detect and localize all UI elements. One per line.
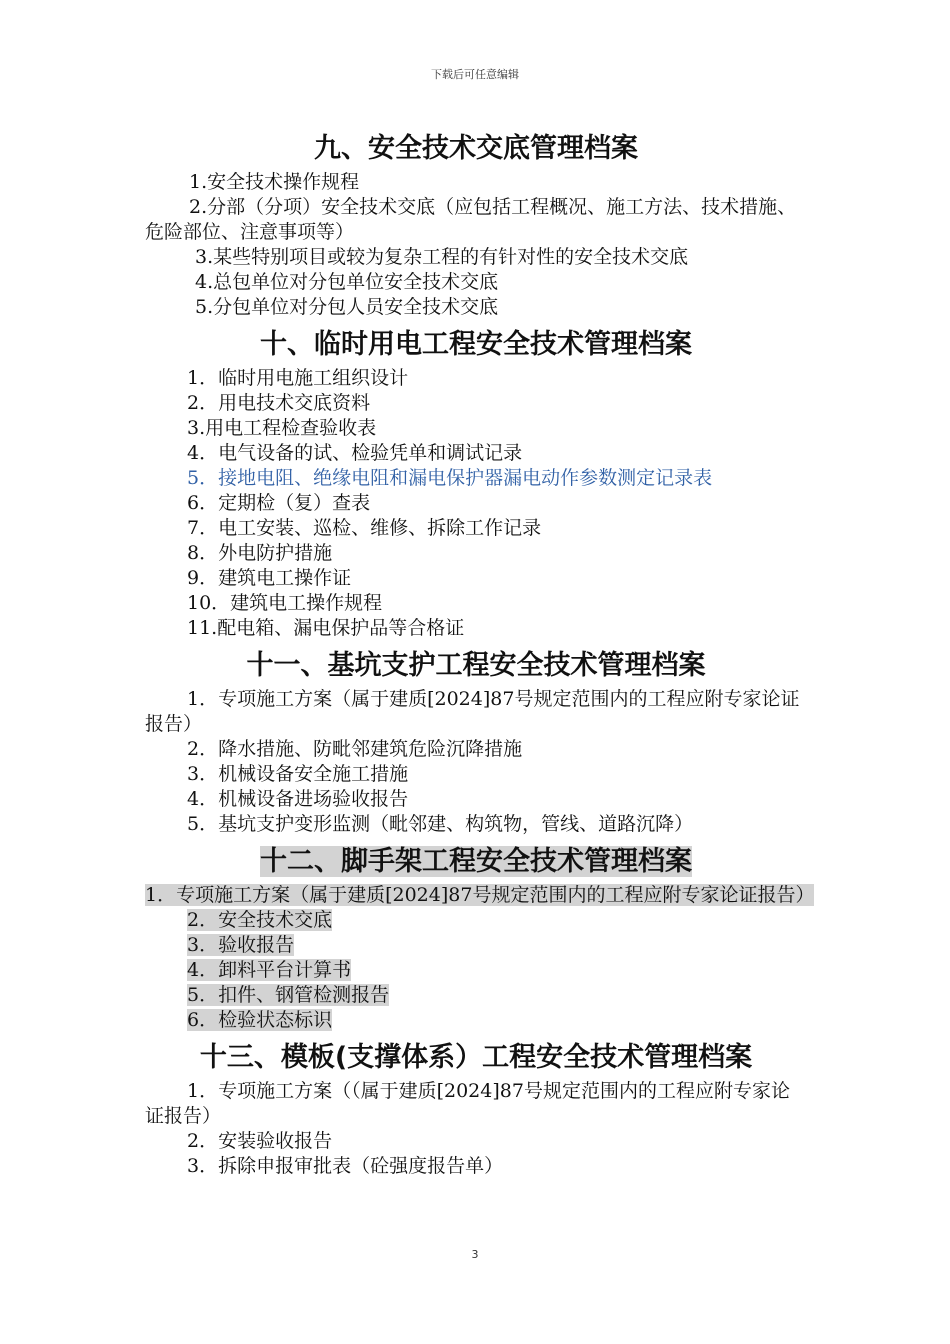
list-item: 8．外电防护措施 — [187, 542, 333, 564]
section-title-10: 十、临时用电工程安全技术管理档案 — [260, 329, 692, 360]
list-item: 9．建筑电工操作证 — [187, 567, 352, 589]
list-item — [145, 958, 807, 983]
section-title-12 — [145, 841, 807, 883]
list-item: 3．拆除申报审批表（砼强度报告单） — [187, 1155, 504, 1177]
list-item: 5．接地电阻、绝缘电阻和漏电保护器漏电动作参数测定记录表 — [187, 467, 713, 489]
list-item: 3.用电工程检查验收表 — [187, 417, 377, 439]
list-item: 1．临时用电施工组织设计 — [187, 367, 409, 389]
list-item: 1．专项施工方案（（属于建质[2024]87号规定范围内的工程应附专家论证报告） — [145, 1080, 790, 1127]
list-item: 2．降水措施、防毗邻建筑危险沉降措施 — [187, 738, 523, 760]
list-item: 4．电气设备的试、检验凭单和调试记录 — [187, 442, 523, 464]
section-title-11: 十一、基坑支护工程安全技术管理档案 — [246, 650, 706, 681]
list-item-text: 3．验收报告 — [187, 934, 295, 956]
list-item: 1.安全技术操作规程 — [189, 171, 360, 193]
list-item: 7．电工安装、巡检、维修、拆除工作记录 — [187, 517, 542, 539]
page-number: 3 — [471, 1248, 479, 1261]
list-item: 4．机械设备进场验收报告 — [187, 788, 409, 810]
section-title-12-text: 十二、脚手架工程安全技术管理档案 — [260, 846, 692, 877]
list-item-text: 6．检验状态标识 — [187, 1009, 333, 1031]
list-item-text: 2．安全技术交底 — [187, 909, 333, 931]
list-item: 5．基坑支护变形监测（毗邻建、构筑物，管线、道路沉降） — [187, 813, 694, 835]
list-item: 10．建筑电工操作规程 — [187, 592, 383, 614]
list-item: 1．专项施工方案（属于建质[2024]87号规定范围内的工程应附专家论证报告） — [145, 688, 800, 735]
list-item — [145, 1008, 807, 1033]
list-item: 3．机械设备安全施工措施 — [187, 763, 409, 785]
list-item — [145, 933, 807, 958]
list-item — [145, 883, 815, 908]
list-item: 11.配电箱、漏电保护品等合格证 — [187, 617, 465, 639]
list-item: 3.某些特别项目或较为复杂工程的有针对性的安全技术交底 — [195, 246, 689, 268]
section-title-13: 十三、模板(支撑体系）工程安全技术管理档案 — [199, 1042, 753, 1073]
section-title-9: 九、安全技术交底管理档案 — [314, 133, 638, 164]
list-item — [145, 983, 807, 1008]
list-item-text: 4．卸料平台计算书 — [187, 959, 352, 981]
list-item-text: 1．专项施工方案（属于建质[2024]87号规定范围内的工程应附专家论证报告） — [145, 884, 815, 906]
page-header: 下载后可任意编辑 — [431, 68, 519, 81]
list-item: 2．用电技术交底资料 — [187, 392, 371, 414]
list-item — [145, 908, 807, 933]
list-item: 6．定期检（复）查表 — [187, 492, 371, 514]
document-body — [145, 128, 815, 1179]
list-item: 2．安装验收报告 — [187, 1130, 333, 1152]
list-item: 2.分部（分项）安全技术交底（应包括工程概况、施工方法、技术措施、危险部位、注意事项等） — [145, 196, 797, 243]
list-item: 5.分包单位对分包人员安全技术交底 — [195, 296, 499, 318]
list-item-text: 5．扣件、钢管检测报告 — [187, 984, 390, 1006]
list-item: 4.总包单位对分包单位安全技术交底 — [195, 271, 499, 293]
